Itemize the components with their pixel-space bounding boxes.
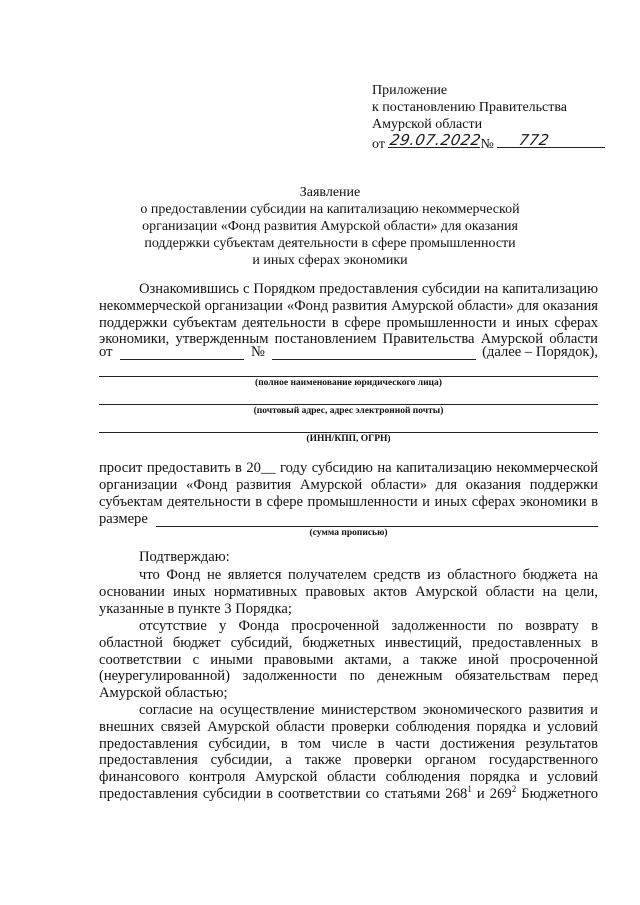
item-3-part-b: и 269: [471, 785, 512, 802]
address-blank: [99, 404, 598, 405]
title-line: поддержки субъектам деятельности в сфере промышленности: [144, 236, 516, 251]
confirm-item-2: [99, 618, 598, 702]
handwritten-date: 29.07.2022: [388, 131, 484, 149]
confirm-item-3: [99, 702, 598, 803]
appendix-block: [372, 82, 622, 153]
intro-text: Ознакомившись с Порядком предоставления субсидии на капитализацию некоммерческой организации «Фонд развития Амурской области» для оказания поддержки субъектам деятельности в сфере промышленности и иных сферах экономики, утвержденным постановлением Правительства Амурской области: [99, 281, 598, 348]
item-3-part-a: согласие на осуществление министерством экономического развития и внешних связей Амурской области проверки соблюдения порядка и условий предоставления субсидии, в том числе в части достижения результатов предоставления субсидии, а также проверки органом государственного финансового контроля Амурской области соблюдения порядка и условий предоставления субсидии в соответствии со статьями 268: [99, 702, 598, 802]
superscript-1: 1: [467, 784, 472, 795]
confirm-item-3-text: [99, 702, 598, 803]
confirm-item-1: [99, 567, 598, 617]
appendix-line: Амурской области: [372, 117, 483, 132]
document-title: [100, 184, 560, 269]
title-line: организации «Фонд развития Амурской области» для оказания: [142, 219, 518, 234]
confirm-heading: Подтверждаю:: [139, 549, 230, 565]
address-caption: (почтовый адрес, адрес электронной почты): [253, 406, 444, 416]
number-prefix: №: [480, 137, 494, 152]
confirm-item-1-text: что Фонд не является получателем средств из областного бюджета на основании иных нормативных правовых актов Амурской области на цели, указанные в пункте 3 Порядка;: [99, 567, 598, 617]
title-line: Заявление: [299, 185, 361, 200]
appendix-line: к постановлению Правительства: [372, 100, 568, 115]
confirm-item-2-text: отсутствие у Фонда просроченной задолженности по возврату в областной бюджет субсидий, бюджетных инвестиций, предоставленных в соответствии с иными правовыми актами, а также иной просроченной (неурегулированной) задолженности по денежным обязательствам перед Амурской областью;: [99, 618, 598, 702]
request-text: просит предоставить в 20__ году субсидию на капитализацию некоммерческой организации «Фонд развития Амурской области» для оказания поддержки субъектам деятельности в сфере промышленности и иных сферах экономики в: [99, 460, 598, 510]
intro-paragraph: [99, 281, 598, 348]
handwritten-number: 772: [517, 131, 552, 149]
title-line: и иных сферах экономики: [252, 253, 408, 268]
order-date-blank: [120, 359, 244, 360]
amount-blank: [156, 526, 598, 527]
superscript-2: 2: [511, 784, 517, 795]
inn-caption: (ИНН/КПП, ОГРН): [306, 434, 391, 444]
request-paragraph: [99, 460, 598, 510]
order-number-label: №: [251, 344, 265, 360]
legal-name-caption: (полное наименование юридического лица): [255, 378, 442, 388]
appendix-line: Приложение: [372, 83, 448, 98]
date-prefix: от: [372, 137, 385, 152]
number-field: [497, 133, 605, 148]
order-number-blank: [272, 359, 476, 360]
legal-name-blank: [99, 376, 598, 377]
appendix-date-line: [372, 133, 622, 153]
title-line: о предоставлении субсидии на капитализацию некоммерческой: [140, 202, 520, 217]
inn-blank: [99, 432, 598, 433]
size-label: размере: [99, 511, 148, 527]
amount-caption: (сумма прописью): [309, 528, 388, 538]
from-label: от: [99, 344, 113, 360]
order-tail: (далее – Порядок),: [482, 344, 598, 360]
date-field: [388, 131, 484, 149]
item-3-part-c: Бюджетного: [516, 785, 599, 802]
